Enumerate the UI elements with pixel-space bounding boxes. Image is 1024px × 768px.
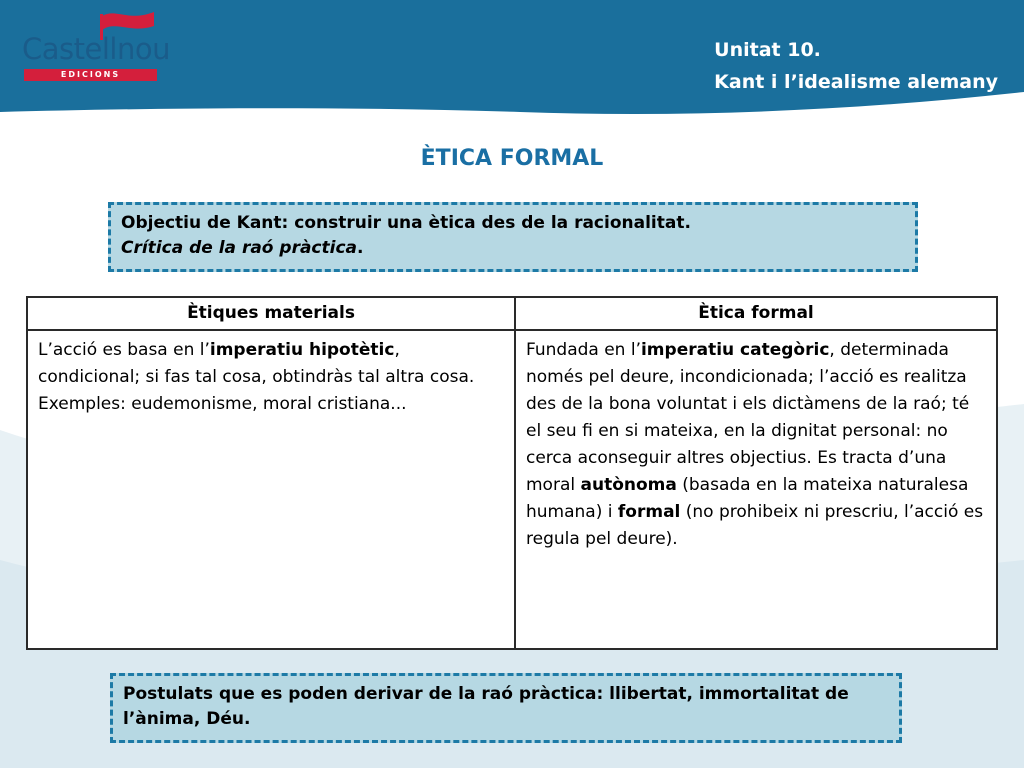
objective-box [108, 202, 918, 272]
unit-title: Kant i l’idealisme alemany [714, 71, 998, 93]
objective-text: Objectiu de Kant: construir una ètica des de la racionalitat. [121, 213, 691, 233]
header-formal-ethics: Ètica formal [515, 297, 997, 330]
logo-brand-text: Castellnou [22, 32, 170, 66]
table-header-row [27, 297, 997, 330]
cell-material-ethics [27, 330, 515, 649]
header-material-ethics: Ètiques materials [27, 297, 515, 330]
slide-title: ÈTICA FORMAL [420, 146, 604, 171]
cell-formal-ethics [515, 330, 997, 649]
cell-text: , determinada només pel deure, incondicionada; l’acció es realitza des de la bona voluntat i els dictàmens de la raó; té el seu fi en si mateixa, en la dignitat personal: no cerca aconseguir altres objectius. Es tracta d’una moral [526, 340, 970, 495]
postulates-box: Postulats que es poden derivar de la raó pràctica: llibertat, immortalitat de l’ànima, Déu. [110, 673, 902, 743]
objective-period: . [357, 238, 364, 258]
cell-text: L’acció es basa en l’ [38, 340, 210, 360]
term-hypothetical-imperative: imperatiu hipotètic [209, 340, 395, 360]
unit-heading [714, 34, 998, 98]
cell-text: (no prohibeix ni prescriu, l’acció es regula pel deure). [526, 502, 984, 549]
objective-work-title: Crítica de la raó pràctica [121, 238, 357, 258]
table-row [27, 330, 997, 649]
term-autonomous: autònoma [580, 475, 677, 495]
unit-number: Unitat 10. [714, 39, 821, 61]
term-categorical-imperative: imperatiu categòric [640, 340, 830, 360]
cell-text: (basada en la mateixa naturalesa humana) i [526, 475, 969, 522]
term-formal: formal [617, 502, 681, 522]
cell-text: , condicional; si fas tal cosa, obtindràs tal altra cosa. Exemples: eudemonisme, moral cristiana... [38, 340, 475, 414]
cell-text: Fundada en l’ [526, 340, 641, 360]
logo-edicions-bar: EDICIONS [24, 69, 157, 81]
comparison-table [26, 296, 998, 650]
castellnou-logo [22, 8, 170, 79]
